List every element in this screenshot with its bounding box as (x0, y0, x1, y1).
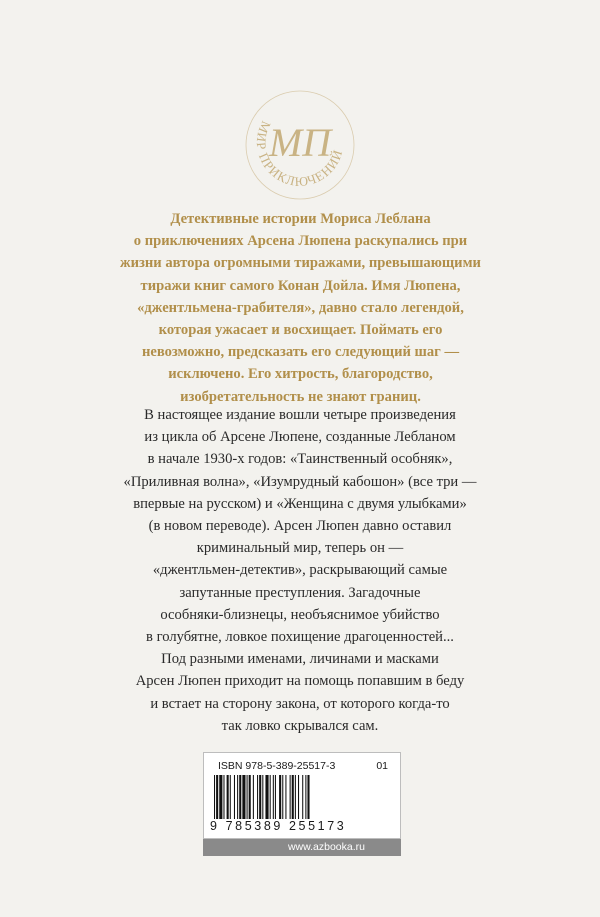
description-line: так ловко скрывался сам. (221, 717, 379, 734)
description-line: «Приливная волна», «Изумрудный кабошон» (все три — (123, 473, 477, 490)
description-line: и встает на сторону закона, от которого когда-то (150, 695, 450, 712)
description-line: (в новом переводе). Арсен Люпен давно оставил (148, 518, 452, 535)
description-text (95, 404, 505, 737)
publisher-website: www.azbooka.ru (203, 839, 401, 856)
annotation-line: изобретательность не знают границ. (180, 388, 421, 405)
description-line: криминальный мир, теперь он — (196, 540, 404, 557)
isbn-addon: 01 (376, 760, 388, 772)
description-line: в голубятне, ловкое похищение драгоценностей... (146, 629, 454, 646)
isbn-label: ISBN 978-5-389-25517-3 (218, 760, 336, 772)
description-line: впервые на русском) и «Женщина с двумя улыбками» (133, 495, 467, 512)
barcode-bars (214, 775, 392, 819)
mp-monogram-icon (235, 80, 365, 210)
description-line: Арсен Люпен приходит на помощь попавшим в беду (135, 673, 465, 690)
annotation-line: которая ужасает и восхищает. Поймать его (158, 322, 443, 339)
publisher-series-logo (235, 80, 365, 210)
annotation-line: Детективные истории Мориса Леблана (170, 211, 431, 227)
logo-ring-text: МИР ПРИКЛЮЧЕНИЙ (253, 118, 346, 189)
description-line: из цикла об Арсене Люпене, созданные Лебланом (144, 429, 456, 446)
annotation-line: исключено. Его хитрость, благородство, (168, 366, 433, 383)
description-line: запутанные преступления. Загадочные (179, 584, 421, 601)
annotation-line: тиражи книг самого Конан Дойла. Имя Люпена, (140, 277, 461, 294)
logo-monogram: МП (268, 120, 332, 165)
barcode-panel (203, 752, 401, 839)
description-line: В настоящее издание вошли четыре произведения (144, 407, 456, 423)
isbn-line (218, 760, 388, 772)
description-line: особняки-близнецы, необъяснимое убийство (160, 606, 440, 623)
annotation-line: «джентльмена-грабителя», давно стало легендой, (137, 299, 464, 316)
annotation-line: невозможно, предсказать его следующий шаг — (141, 344, 460, 361)
barcode-digits: 9 785389 255173 (210, 819, 347, 833)
description-line: «джентльмен-детектив», раскрывающий самые (152, 562, 448, 579)
annotation-text (118, 208, 483, 408)
description-line: Под разными именами, личинами и масками (161, 651, 439, 668)
annotation-line: о приключениях Арсена Люпена раскупались при (133, 233, 468, 250)
description-line: в начале 1930-х годов: «Таинственный особняк», (147, 451, 453, 468)
annotation-line: жизни автора огромными тиражами, превышающими (120, 255, 481, 272)
